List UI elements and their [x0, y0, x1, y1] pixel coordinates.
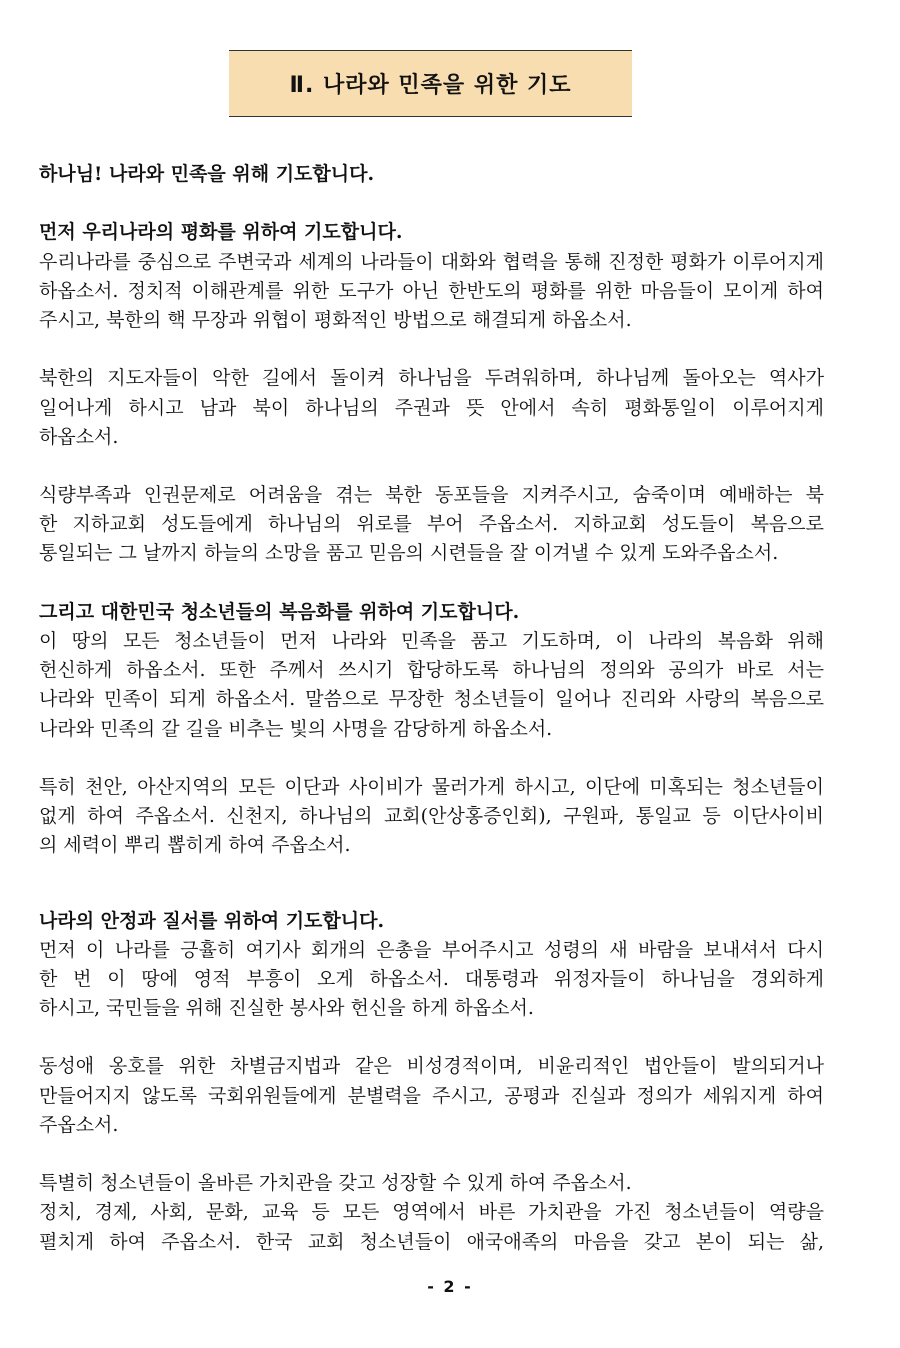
text-line: 이 땅의 모든 청소년들이 먼저 나라와 민족을 품고 기도하며, 이 나라의 복음화 위해: [39, 630, 824, 652]
text-line: 하옵소서.: [39, 425, 119, 448]
order-paragraph-2: [39, 1052, 824, 1140]
text-line: 일어나게 하시고 남과 북이 하나님의 주권과 뜻 안에서 속히 평화통일이 이루어지게: [39, 396, 824, 419]
order-paragraph-1: [39, 936, 824, 1024]
text-line: 정치, 경제, 사회, 문화, 교육 등 모든 영역에서 바른 가치관을 가진 청소년들이 역량을: [39, 1201, 824, 1224]
text-line: 하옵소서. 정치적 이해관계를 위한 도구가 아닌 한반도의 평화를 위한 마음들이 모이게 하여: [39, 279, 824, 302]
text-line: 특별히 청소년들이 올바른 가치관을 갖고 성장할 수 있게 하여 주옵소서.: [39, 1172, 632, 1195]
text-line: 없게 하여 주옵소서. 신천지, 하나님의 교회(안상홍증인회), 구원파, 통일교 등 이단사이비: [39, 805, 824, 828]
order-paragraph-3: [39, 1169, 824, 1257]
text-line: 동성애 옹호를 위한 차별금지법과 같은 비성경적이며, 비윤리적인 법안들이 발의되거나: [39, 1055, 824, 1078]
peace-paragraph-2: [39, 364, 824, 452]
text-line: 우리나라를 중심으로 주변국과 세계의 나라들이 대화와 협력을 통해 진정한 평화가 이루어지게: [39, 250, 824, 273]
text-line: 주옵소서.: [39, 1113, 119, 1136]
text-line: 먼저 이 나라를 긍휼히 여기사 회개의 은총을 부어주시고 성령의 새 바람을 보내셔서 다시: [39, 938, 824, 961]
page-number: - 2 -: [427, 1277, 473, 1296]
text-line: 하시고, 국민들을 위해 진실한 봉사와 헌신을 하게 하옵소서.: [39, 997, 534, 1020]
text-line: 의 세력이 뿌리 뽑히게 하여 주옵소서.: [39, 834, 351, 857]
text-line: 특히 천안, 아산지역의 모든 이단과 사이비가 물러가게 하시고, 이단에 미혹되는 청소년들이: [39, 775, 824, 798]
text-line: 한 지하교회 성도들에게 하나님의 위로를 부어 주옵소서. 지하교회 성도들이 복음으로: [39, 513, 824, 536]
youth-paragraph-1: [39, 627, 824, 744]
section-title: Ⅱ. 나라와 민족을 위한 기도: [289, 73, 572, 98]
text-line: 식량부족과 인권문제로 어려움을 겪는 북한 동포들을 지켜주시고, 숨죽이며 예배하는 북: [39, 484, 824, 507]
peace-heading: 먼저 우리나라의 평화를 위하여 기도합니다.: [39, 221, 403, 244]
text-line: 통일되는 그 날까지 하늘의 소망을 품고 믿음의 시련들을 잘 이겨낼 수 있게 도와주옵소서.: [39, 542, 779, 565]
youth-heading: 그리고 대한민국 청소년들의 복음화를 위하여 기도합니다.: [39, 600, 520, 623]
text-line: 북한의 지도자들이 악한 길에서 돌이켜 하나님을 두려워하며, 하나님께 돌아오는 역사가: [39, 367, 824, 390]
document-body: [39, 160, 824, 1257]
text-line: 나라와 민족의 갈 길을 비추는 빛의 사명을 감당하게 하옵소서.: [39, 717, 553, 740]
order-heading: 나라의 안정과 질서를 위하여 기도합니다.: [39, 909, 385, 932]
youth-paragraph-2: [39, 773, 824, 861]
text-line: 헌신하게 하옵소서. 또한 주께서 쓰시기 합당하도록 하나님의 정의와 공의가 바로 서는: [39, 659, 824, 682]
peace-paragraph-1: [39, 248, 824, 336]
text-line: 펼치게 하여 주옵소서. 한국 교회 청소년들이 애국애족의 마음을 갖고 본이 되는 삶,: [39, 1230, 824, 1253]
opening-line: 하나님! 나라와 민족을 위해 기도합니다.: [39, 163, 375, 185]
text-line: 만들어지지 않도록 국회위원들에게 분별력을 주시고, 공평과 진실과 정의가 세워지게 하여: [39, 1084, 824, 1107]
text-line: 나라와 민족이 되게 하옵소서. 말씀으로 무장한 청소년들이 일어나 진리와 사랑의 복음으로: [39, 688, 824, 711]
text-line: 주시고, 북한의 핵 무장과 위협이 평화적인 방법으로 해결되게 하옵소서.: [39, 308, 632, 331]
text-line: 한 번 이 땅에 영적 부흥이 오게 하옵소서. 대통령과 위정자들이 하나님을 경외하게: [39, 967, 824, 990]
section-title-box: [229, 50, 632, 117]
peace-paragraph-3: [39, 481, 824, 569]
